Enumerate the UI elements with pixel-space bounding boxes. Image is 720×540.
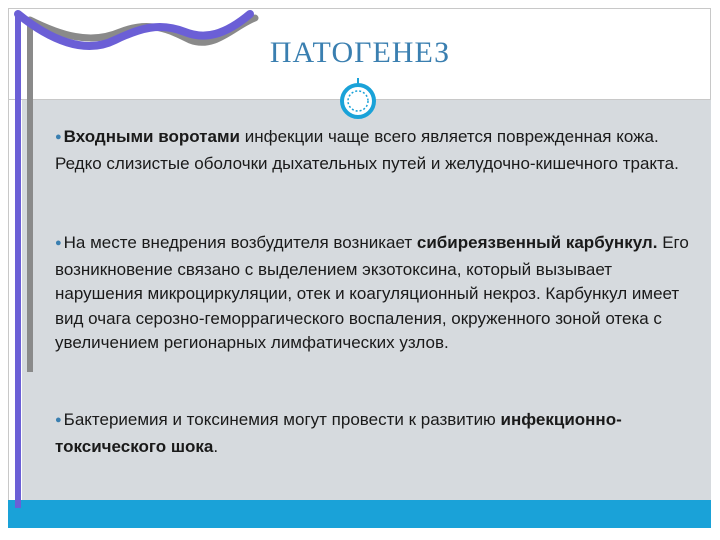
bullet-icon: ● — [55, 414, 62, 426]
paragraph-2-lead: На месте внедрения возбудителя возникает — [63, 233, 417, 252]
paragraph-2 — [55, 231, 695, 356]
paragraph-1 — [55, 125, 695, 176]
paragraph-3-lead: Бактериемия и токсинемия могут провести к развитию — [63, 410, 501, 429]
bullet-icon: ● — [55, 237, 62, 249]
paragraph-3-bold: инфекционно-токсического шока — [55, 410, 622, 456]
paragraph-3-text: . — [213, 436, 219, 456]
bullet-icon: ● — [55, 131, 62, 143]
paragraph-1-bold: Входными воротами — [63, 127, 240, 146]
paragraph-3 — [55, 408, 695, 459]
paragraph-2-bold: сибиреязвенный карбункул. — [416, 233, 658, 252]
ring-ornament-icon — [342, 78, 374, 117]
paragraph-1-text: инфекции чаще всего является поврежденная кожа. Редко слизистые оболочки дыхательных путей и желудочно-кишечного тракта. — [55, 127, 679, 173]
slide-title: ПАТОГЕНЕЗ — [269, 36, 451, 69]
paragraph-2-text: Его возникновение связано с выделением экзотоксина, который вызывает нарушения микроциркуляции, отек и коагуляционный некроз. Карбункул имеет вид очага серозно-геморрагического воспаления, окруженного зоной отека с увеличением регионарных лимфатических узлов. — [55, 233, 689, 352]
